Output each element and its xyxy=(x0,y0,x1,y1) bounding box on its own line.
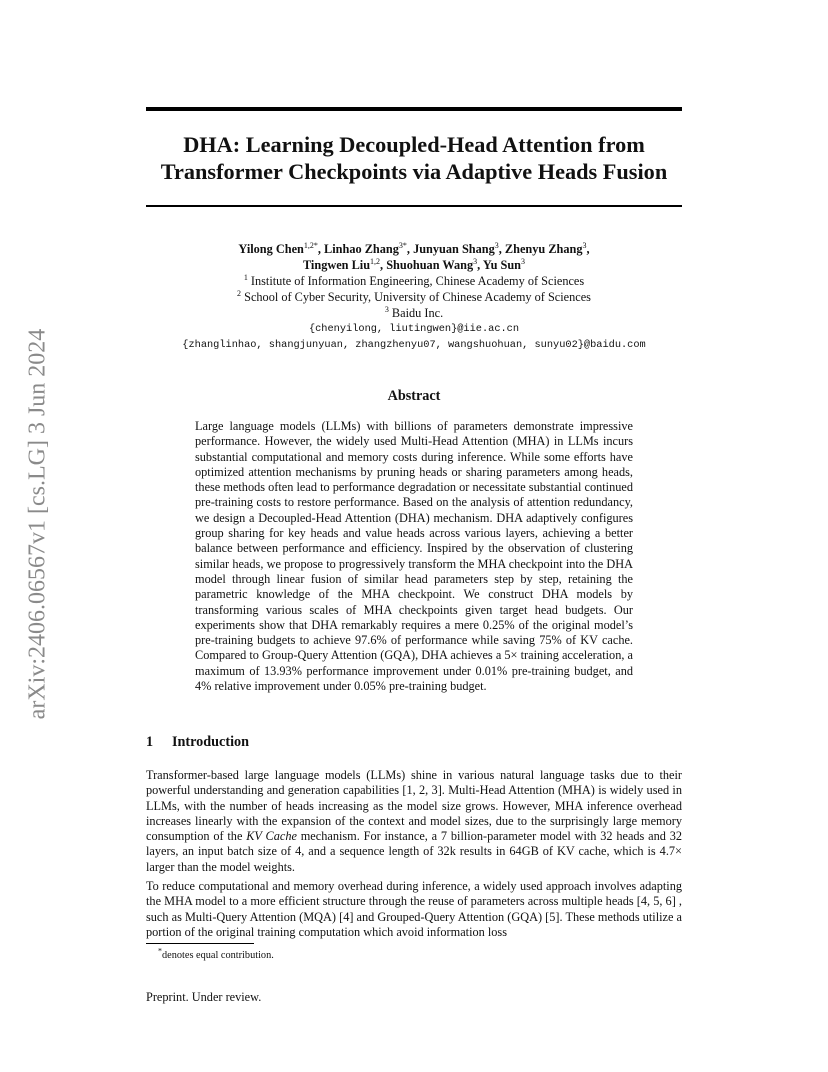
author-line-1: Yilong Chen$^{1,2*}$, Linhao Zhang$^{3*}$, Junyuan Shang$^3$, Zhenyu Zhang$^3$, xyxy=(238,240,590,256)
author-affil-sup: 3 xyxy=(494,240,499,250)
author-name: Yu Sun xyxy=(482,258,522,272)
intro-paragraph-2: To reduce computational and memory overhead during inference, a widely used approach involves adapting the MHA model to a more efficient structure through the reuse of parameters across multiple heads [4, 5, 6] , such as Multi-Query Attention (MQA) [4] and Grouped-Query Attention (GQA) [5]. These methods utilize a portion of the original training computation which avoid information loss xyxy=(146,879,682,939)
email-line-1[interactable]: {chenyilong, liutingwen}@iie.ac.cn xyxy=(308,323,520,335)
arxiv-identifier: arXiv:2406.06567v1 [cs.LG] 3 Jun 2024 xyxy=(24,328,51,720)
section-title: Introduction xyxy=(172,734,249,750)
affil-text: Baidu Inc. xyxy=(391,306,444,320)
author-name: Junyuan Shang xyxy=(413,242,495,256)
author-affil-sup: 3* xyxy=(398,240,407,250)
author-affil-sup: 3 xyxy=(473,256,478,266)
author-affil-sup: 3 xyxy=(521,256,526,266)
footnote-rule xyxy=(146,943,254,944)
author-list xyxy=(120,241,708,273)
author-name: Zhenyu Zhang xyxy=(504,242,583,256)
affiliation-line xyxy=(120,289,708,305)
author-name: Linhao Zhang xyxy=(324,242,399,256)
footnote xyxy=(158,946,274,961)
para1-text-b: mechanism. For instance, a 7 billion-parameter model with 32 heads and 32 layers, an input batch size of 4, and a sequence length of 32k results in 64GB of KV cache, which is 4.7× larger than the model weights. xyxy=(146,829,683,874)
email-line-2[interactable]: {zhanglinhao, shangjunyuan, zhangzhenyu07, wangshuohuan, sunyu02}@baidu.com xyxy=(182,339,646,351)
abstract-text: Large language models (LLMs) with billions of parameters demonstrate impressive performance. However, the widely used Multi-Head Attention (MHA) in LLMs incurs substantial computational and memory costs during inference. While some efforts have optimized attention mechanisms by pruning heads or sharing parameters among heads, these methods often lead to performance degradation or necessitate substantial continued pre-training costs to restore performance. Based on the analysis of attention redundancy, we design a Decoupled-Head Attention (DHA) mechanism. DHA adaptively configures group sharing for key heads and value heads across various layers, achieving a better balance between performance and efficiency. Inspired by the observation of clustering similar heads, we propose to progressively transform the MHA checkpoint into the DHA model through linear fusion of similar head parameters step by step, retaining the parametric knowledge of the MHA checkpoint. We construct DHA models by transforming various scales of MHA checkpoints given target head budgets. Our experiments show that DHA remarkably requires a mere 0.25% of the original model’s pre-training budgets to achieve 97.6% of performance while saving 75% of KV cache. Compared to Group-Query Attention (GQA), DHA achieves a 5× training acceleration, a maximum of 13.93% performance improvement under 0.01% pre-training budget, and 4% relative improvement under 0.05% pre-training budget. xyxy=(195,419,633,694)
affil-sup: 2 xyxy=(237,288,242,298)
author-line-2: Tingwen Liu$^{1,2}$, Shuohuan Wang$^3$, Yu Sun$^3$ xyxy=(302,256,526,272)
affil-sup: 3 xyxy=(384,304,389,314)
author-affil-sup: 1,2 xyxy=(370,256,381,266)
footnote-mark: * xyxy=(158,946,162,956)
section-number: 1 xyxy=(146,734,154,750)
intro-paragraph-1 xyxy=(146,768,682,875)
section-heading xyxy=(146,734,249,751)
author-equal-mark: * xyxy=(313,240,318,250)
title-line-2: Transformer Checkpoints via Adaptive Heads Fusion xyxy=(160,159,668,184)
title-line-1: DHA: Learning Decoupled-Head Attention from xyxy=(183,132,645,157)
affiliation-line xyxy=(120,273,708,289)
title-bottom-rule xyxy=(146,205,682,207)
paper-title xyxy=(120,131,708,185)
affiliation-line xyxy=(120,305,708,321)
author-name: Yilong Chen xyxy=(238,242,304,256)
author-affil-sup: 3 xyxy=(582,240,587,250)
para1-emphasis: KV Cache xyxy=(246,829,297,844)
affiliations xyxy=(120,273,708,353)
author-name: Tingwen Liu xyxy=(302,258,371,272)
para1-text-a: Transformer-based large language models (LLMs) shine in various natural language tasks due to their powerful understanding and generation capabilities [1, 2, 3]. Multi-Head Attention (MHA) is widely used in LLMs, with the number of heads increasing as the model size grows. However, MHA inference overhead increases linearly with the expansion of the context and model sizes, due to the surprisingly large memory consumption of the xyxy=(146,768,682,844)
affil-sup: 1 xyxy=(243,272,248,282)
affil-text: Institute of Information Engineering, Chinese Academy of Sciences xyxy=(250,274,585,288)
footnote-text: denotes equal contribution. xyxy=(162,950,274,961)
author-name: Shuohuan Wang xyxy=(386,258,474,272)
title-top-rule xyxy=(146,107,682,111)
author-affil-sup: 1,2 xyxy=(303,240,314,250)
preprint-note: Preprint. Under review. xyxy=(146,990,262,1004)
affil-text: School of Cyber Security, University of Chinese Academy of Sciences xyxy=(244,290,591,304)
abstract-heading: Abstract xyxy=(387,388,441,404)
